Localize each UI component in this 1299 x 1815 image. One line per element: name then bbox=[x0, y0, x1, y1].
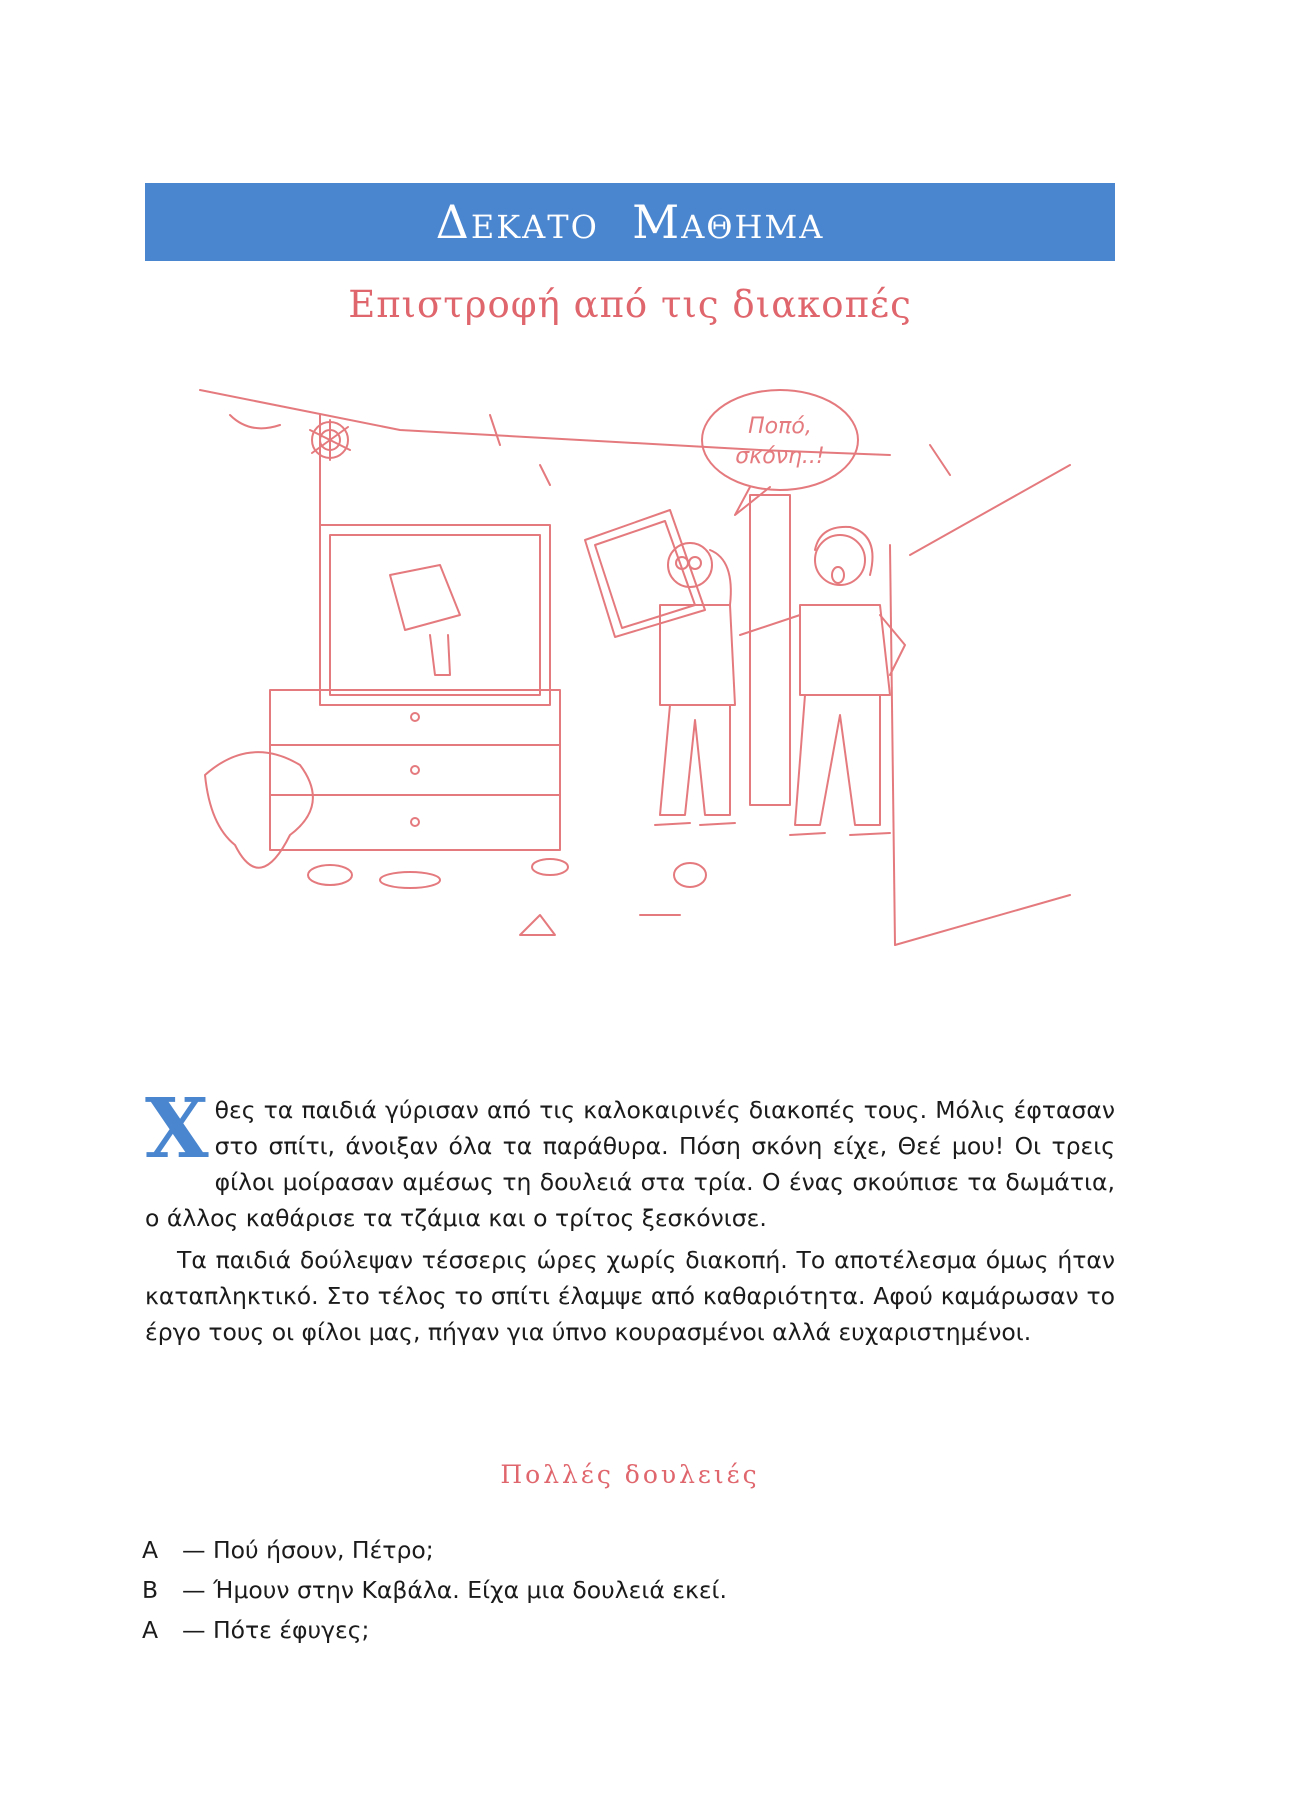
dialogue-text: — Πότε έφυγες; bbox=[182, 1616, 370, 1644]
section-title: Πολλές δουλειές bbox=[500, 1460, 760, 1489]
story-paragraph-2: Τα παιδιά δούλεψαν τέσσερις ώρες χωρίς διακοπή. Το αποτέλεσμα όμως ήταν καταπληκτικό. Στο τέλος το σπίτι έλαμψε από καθαριότητα. Αφού καμάρωσαν το έργο τους οι φίλοι μας, πήγαν για ύπνο κουρασμένοι αλλά ευχαριστημένοι. bbox=[145, 1246, 1115, 1346]
lesson-subtitle: Επιστροφή από τις διακοπές bbox=[348, 283, 912, 326]
story-text bbox=[145, 1081, 1115, 1350]
dialogue-speaker: Α bbox=[142, 1536, 159, 1564]
lesson-title: Δεκατο Μαθημα bbox=[435, 195, 825, 249]
cartoon-illustration bbox=[190, 375, 1110, 1035]
dialogue bbox=[142, 1530, 1112, 1650]
dialogue-speaker: Β bbox=[142, 1576, 159, 1604]
dialogue-line bbox=[142, 1570, 1112, 1610]
story-paragraph-1 bbox=[145, 1081, 1115, 1236]
speech-bubble-line2: σκόνη..! bbox=[735, 444, 825, 469]
dialogue-line bbox=[142, 1530, 1112, 1570]
dialogue-speaker: Α bbox=[142, 1616, 159, 1644]
man-with-glasses bbox=[655, 543, 735, 825]
speech-bubble-line1: Ποπό, bbox=[748, 414, 812, 439]
surprised-man bbox=[740, 527, 905, 835]
dialogue-line bbox=[142, 1610, 1112, 1650]
lesson-title-banner bbox=[145, 183, 1115, 261]
cartoon-drawing bbox=[190, 375, 1110, 1035]
story-paragraph-1-text: θες τα παιδιά γύρισαν από τις καλοκαιρινές διακοπές τους. Μόλις έφτασαν στο σπίτι, άνοιξαν όλα τα παράθυρα. Πόση σκόνη είχε, Θεέ μου! Οι τρεις φίλοι μοίρασαν αμέσως τη δουλειά στα τρία. Ο ένας σκούπισε τα δωμάτια, ο άλλος καθάρισε τα τζάμια και ο τρίτος ξεσκόνισε. bbox=[145, 1096, 1115, 1232]
dialogue-text: — Ήμουν στην Καβάλα. Είχα μια δουλειά εκεί. bbox=[182, 1576, 727, 1604]
dialogue-text: — Πού ήσουν, Πέτρο; bbox=[182, 1536, 434, 1564]
drop-cap: Χ bbox=[145, 1081, 209, 1177]
cobweb-icon bbox=[310, 420, 350, 460]
